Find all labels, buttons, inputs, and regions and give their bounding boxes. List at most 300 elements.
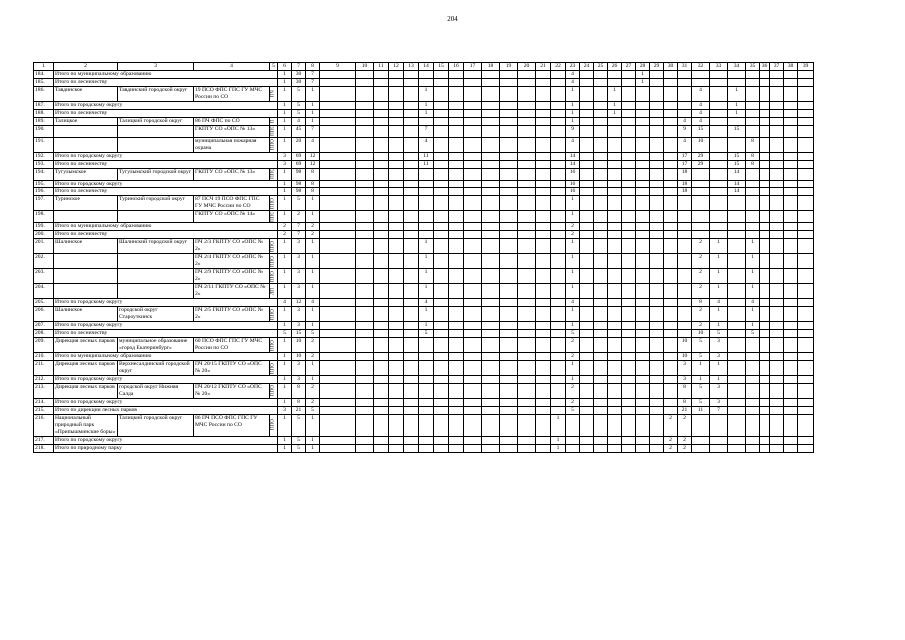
value-cell xyxy=(770,196,784,211)
value-cell xyxy=(482,254,500,269)
value-cell xyxy=(536,330,551,338)
value-cell xyxy=(650,239,664,254)
value-cell xyxy=(622,125,636,137)
value-cell xyxy=(389,269,404,284)
value-cell xyxy=(518,398,536,406)
value-cell: 1 xyxy=(746,284,760,299)
row-number: 204. xyxy=(34,284,54,299)
value-cell xyxy=(518,436,536,444)
value-cell xyxy=(374,375,389,383)
value-cell xyxy=(770,436,784,444)
value-cell xyxy=(566,444,580,452)
value-cell: 1 xyxy=(636,78,650,86)
value-cell: 11 xyxy=(419,152,434,160)
value-cell xyxy=(536,361,551,376)
value-cell xyxy=(482,398,500,406)
value-cell xyxy=(580,338,594,353)
value-cell xyxy=(449,414,464,436)
value-cell xyxy=(374,353,389,361)
total-row xyxy=(34,398,814,406)
value-cell xyxy=(320,444,356,452)
value-cell: 4 xyxy=(566,70,580,78)
value-cell: 2 xyxy=(278,223,292,231)
value-cell: 98 xyxy=(292,188,306,196)
value-cell xyxy=(760,231,770,239)
value-cell xyxy=(374,330,389,338)
value-cell xyxy=(636,152,650,160)
value-cell xyxy=(580,160,594,168)
value-cell xyxy=(320,117,356,125)
value-cell xyxy=(536,254,551,269)
value-cell xyxy=(760,353,770,361)
value-cell xyxy=(551,398,566,406)
value-cell xyxy=(608,383,622,398)
row-number: 197. xyxy=(34,196,54,211)
forestry-name: Дирекция лесных парков xyxy=(54,361,118,376)
value-cell xyxy=(664,269,678,284)
value-cell xyxy=(449,330,464,338)
value-cell: 12 xyxy=(292,299,306,307)
value-cell xyxy=(551,338,566,353)
value-cell xyxy=(500,78,518,86)
value-cell xyxy=(580,383,594,398)
value-cell xyxy=(482,299,500,307)
value-cell xyxy=(551,117,566,125)
row-number: 192. xyxy=(34,152,54,160)
table-row xyxy=(34,211,814,223)
unit-name: ГКПТУ СО «ОПС № 14» xyxy=(194,211,270,223)
value-cell xyxy=(551,152,566,160)
district-name: городской округ Староуткинск xyxy=(118,307,194,322)
value-cell: 1 xyxy=(710,239,728,254)
value-cell xyxy=(770,307,784,322)
value-cell: 14 xyxy=(566,160,580,168)
total-row xyxy=(34,160,814,168)
value-cell xyxy=(356,78,374,86)
value-cell: 1 xyxy=(306,414,320,436)
value-cell xyxy=(374,231,389,239)
value-cell xyxy=(770,269,784,284)
value-cell xyxy=(760,196,770,211)
value-cell xyxy=(389,414,404,436)
value-cell xyxy=(320,436,356,444)
value-cell: 2 xyxy=(566,223,580,231)
value-cell xyxy=(650,109,664,117)
value-cell xyxy=(746,78,760,86)
value-cell xyxy=(320,239,356,254)
value-cell xyxy=(580,254,594,269)
row-number: 205. xyxy=(34,299,54,307)
value-cell xyxy=(500,160,518,168)
value-cell xyxy=(404,152,419,160)
value-cell xyxy=(482,125,500,137)
value-cell xyxy=(746,223,760,231)
value-cell xyxy=(518,125,536,137)
value-cell xyxy=(320,353,356,361)
value-cell xyxy=(594,168,608,180)
value-cell xyxy=(798,188,814,196)
value-cell xyxy=(500,137,518,152)
value-cell xyxy=(664,223,678,231)
row-number: 200. xyxy=(34,231,54,239)
value-cell xyxy=(580,223,594,231)
value-cell xyxy=(770,70,784,78)
value-cell xyxy=(760,299,770,307)
value-cell xyxy=(594,254,608,269)
column-number: 7 xyxy=(292,63,306,71)
value-cell: 29 xyxy=(692,160,710,168)
value-cell xyxy=(320,78,356,86)
value-cell: 8 xyxy=(678,398,692,406)
value-cell xyxy=(449,70,464,78)
value-cell xyxy=(636,322,650,330)
value-cell xyxy=(770,78,784,86)
value-cell xyxy=(798,353,814,361)
column-number: 11 xyxy=(374,63,389,71)
value-cell xyxy=(482,117,500,125)
value-cell xyxy=(500,353,518,361)
value-cell xyxy=(608,70,622,78)
value-cell xyxy=(580,414,594,436)
value-cell: 1 xyxy=(306,322,320,330)
value-cell xyxy=(404,180,419,188)
value-cell xyxy=(728,444,746,452)
value-cell xyxy=(482,375,500,383)
value-cell xyxy=(434,330,449,338)
value-cell xyxy=(728,231,746,239)
value-cell xyxy=(356,254,374,269)
value-cell xyxy=(518,109,536,117)
value-cell xyxy=(482,353,500,361)
value-cell xyxy=(464,436,482,444)
value-cell xyxy=(798,231,814,239)
row-number: 216. xyxy=(34,414,54,436)
unit-type: ПЧ xyxy=(270,86,278,101)
forestry-name: Туринское xyxy=(54,196,118,211)
value-cell xyxy=(622,284,636,299)
value-cell xyxy=(464,375,482,383)
value-cell xyxy=(664,125,678,137)
value-cell xyxy=(320,375,356,383)
value-cell xyxy=(500,444,518,452)
value-cell xyxy=(419,406,434,414)
unit-name: 19 ПСО ФПС ГПС ГУ МЧС России по СО xyxy=(194,86,270,101)
district-name: муниципальное образование «город Екатеринбург» xyxy=(118,338,194,353)
value-cell xyxy=(650,78,664,86)
value-cell xyxy=(594,70,608,78)
unit-type: ППО xyxy=(270,307,278,322)
value-cell xyxy=(746,398,760,406)
value-cell: 1 xyxy=(278,196,292,211)
value-cell xyxy=(580,330,594,338)
value-cell xyxy=(389,152,404,160)
value-cell xyxy=(784,117,798,125)
value-cell xyxy=(650,414,664,436)
table-row xyxy=(34,383,814,398)
value-cell xyxy=(320,269,356,284)
value-cell xyxy=(580,137,594,152)
value-cell: 4 xyxy=(566,78,580,86)
value-cell xyxy=(518,211,536,223)
value-cell xyxy=(536,436,551,444)
value-cell xyxy=(518,231,536,239)
value-cell xyxy=(320,338,356,353)
value-cell: 15 xyxy=(292,330,306,338)
value-cell xyxy=(784,436,798,444)
value-cell: 1 xyxy=(710,322,728,330)
value-cell xyxy=(434,307,449,322)
total-label: Итого по городскому округу xyxy=(54,152,278,160)
total-row xyxy=(34,375,814,383)
table-row xyxy=(34,86,814,101)
value-cell xyxy=(518,307,536,322)
value-cell xyxy=(664,299,678,307)
value-cell: 1 xyxy=(278,70,292,78)
value-cell xyxy=(500,307,518,322)
value-cell xyxy=(650,125,664,137)
value-cell xyxy=(594,211,608,223)
value-cell xyxy=(449,383,464,398)
value-cell xyxy=(551,383,566,398)
value-cell: 2 xyxy=(306,338,320,353)
value-cell xyxy=(770,414,784,436)
unit-name: ПЧ 2/3 ГКПТУ СО «ОПС № 2» xyxy=(194,239,270,254)
value-cell xyxy=(449,160,464,168)
value-cell: 1 xyxy=(306,196,320,211)
value-cell xyxy=(580,188,594,196)
value-cell xyxy=(404,444,419,452)
value-cell: 12 xyxy=(306,160,320,168)
value-cell xyxy=(374,70,389,78)
value-cell xyxy=(622,307,636,322)
value-cell xyxy=(594,398,608,406)
value-cell xyxy=(551,269,566,284)
value-cell: 1 xyxy=(566,254,580,269)
value-cell xyxy=(536,196,551,211)
value-cell xyxy=(389,101,404,109)
value-cell xyxy=(710,125,728,137)
value-cell xyxy=(320,101,356,109)
value-cell xyxy=(500,269,518,284)
value-cell xyxy=(728,322,746,330)
table-row xyxy=(34,168,814,180)
value-cell xyxy=(728,70,746,78)
value-cell xyxy=(770,398,784,406)
value-cell xyxy=(356,117,374,125)
value-cell: 1 xyxy=(306,375,320,383)
value-cell: 1 xyxy=(636,70,650,78)
value-cell xyxy=(356,152,374,160)
value-cell xyxy=(608,180,622,188)
value-cell: 14 xyxy=(728,188,746,196)
value-cell xyxy=(356,406,374,414)
value-cell xyxy=(594,196,608,211)
value-cell xyxy=(622,152,636,160)
value-cell xyxy=(374,180,389,188)
value-cell xyxy=(434,322,449,330)
value-cell xyxy=(636,211,650,223)
column-number: 1 xyxy=(34,63,54,71)
total-label: Итого по лесничеству xyxy=(54,109,278,117)
value-cell xyxy=(622,180,636,188)
value-cell xyxy=(434,180,449,188)
value-cell xyxy=(464,117,482,125)
value-cell xyxy=(728,353,746,361)
table-row xyxy=(34,117,814,125)
value-cell xyxy=(482,330,500,338)
value-cell xyxy=(389,231,404,239)
value-cell xyxy=(798,101,814,109)
value-cell xyxy=(419,414,434,436)
total-label: Итого по лесничеству xyxy=(54,160,278,168)
district-name xyxy=(118,137,194,152)
district-name: Шалинский городской округ xyxy=(118,239,194,254)
value-cell xyxy=(434,168,449,180)
value-cell xyxy=(536,70,551,78)
value-cell xyxy=(636,168,650,180)
value-cell xyxy=(404,239,419,254)
value-cell xyxy=(678,299,692,307)
value-cell xyxy=(551,375,566,383)
value-cell xyxy=(464,414,482,436)
value-cell xyxy=(770,188,784,196)
value-cell xyxy=(551,160,566,168)
value-cell xyxy=(404,353,419,361)
value-cell xyxy=(650,307,664,322)
value-cell xyxy=(404,211,419,223)
value-cell xyxy=(622,78,636,86)
value-cell xyxy=(608,125,622,137)
column-number: 35 xyxy=(746,63,760,71)
value-cell xyxy=(580,398,594,406)
value-cell xyxy=(449,436,464,444)
table-row xyxy=(34,196,814,211)
column-number: 13 xyxy=(404,63,419,71)
value-cell xyxy=(434,117,449,125)
value-cell xyxy=(608,284,622,299)
value-cell xyxy=(622,231,636,239)
value-cell xyxy=(449,307,464,322)
value-cell xyxy=(464,160,482,168)
value-cell: 5 xyxy=(292,444,306,452)
value-cell xyxy=(784,70,798,78)
value-cell xyxy=(798,322,814,330)
value-cell xyxy=(760,239,770,254)
value-cell xyxy=(449,78,464,86)
value-cell xyxy=(389,398,404,406)
value-cell xyxy=(320,406,356,414)
value-cell xyxy=(622,117,636,125)
value-cell xyxy=(320,398,356,406)
column-number: 26 xyxy=(608,63,622,71)
value-cell xyxy=(784,338,798,353)
value-cell xyxy=(594,322,608,330)
table-row xyxy=(34,284,814,299)
value-cell xyxy=(770,299,784,307)
value-cell: 3 xyxy=(292,361,306,376)
value-cell xyxy=(434,361,449,376)
value-cell xyxy=(419,188,434,196)
value-cell: 1 xyxy=(728,86,746,101)
value-cell xyxy=(798,284,814,299)
value-cell xyxy=(770,361,784,376)
value-cell xyxy=(434,78,449,86)
value-cell xyxy=(551,196,566,211)
value-cell: 1 xyxy=(551,414,566,436)
value-cell xyxy=(770,180,784,188)
value-cell xyxy=(594,284,608,299)
value-cell xyxy=(728,137,746,152)
value-cell: 69 xyxy=(292,152,306,160)
value-cell: 3 xyxy=(710,398,728,406)
value-cell xyxy=(650,361,664,376)
column-number: 34 xyxy=(728,63,746,71)
value-cell xyxy=(404,338,419,353)
value-cell xyxy=(798,338,814,353)
total-label: Итого по городскому округу xyxy=(54,322,278,330)
value-cell xyxy=(419,180,434,188)
value-cell: 5 xyxy=(746,330,760,338)
value-cell xyxy=(320,211,356,223)
forestry-name: Дирекция лесных парков xyxy=(54,338,118,353)
value-cell xyxy=(594,231,608,239)
value-cell: 1 xyxy=(278,284,292,299)
value-cell xyxy=(710,86,728,101)
value-cell xyxy=(622,436,636,444)
value-cell xyxy=(536,338,551,353)
value-cell xyxy=(536,117,551,125)
value-cell xyxy=(389,86,404,101)
value-cell xyxy=(770,152,784,160)
value-cell xyxy=(536,86,551,101)
value-cell xyxy=(389,70,404,78)
value-cell xyxy=(464,322,482,330)
value-cell xyxy=(482,168,500,180)
value-cell xyxy=(728,117,746,125)
value-cell xyxy=(356,86,374,101)
value-cell xyxy=(389,78,404,86)
value-cell xyxy=(500,101,518,109)
value-cell xyxy=(746,338,760,353)
value-cell xyxy=(728,223,746,231)
value-cell xyxy=(536,375,551,383)
total-row xyxy=(34,231,814,239)
district-name xyxy=(118,284,194,299)
value-cell xyxy=(464,223,482,231)
value-cell xyxy=(500,152,518,160)
value-cell xyxy=(389,307,404,322)
value-cell xyxy=(580,231,594,239)
value-cell xyxy=(536,125,551,137)
value-cell xyxy=(636,444,650,452)
value-cell xyxy=(536,353,551,361)
value-cell xyxy=(536,231,551,239)
value-cell: 1 xyxy=(566,269,580,284)
value-cell xyxy=(798,125,814,137)
value-cell: 2 xyxy=(664,436,678,444)
value-cell xyxy=(536,211,551,223)
value-cell xyxy=(784,398,798,406)
value-cell xyxy=(798,406,814,414)
value-cell xyxy=(784,406,798,414)
value-cell xyxy=(536,414,551,436)
value-cell: 5 xyxy=(306,330,320,338)
value-cell xyxy=(692,196,710,211)
value-cell xyxy=(518,254,536,269)
value-cell: 8 xyxy=(746,160,760,168)
row-number: 210. xyxy=(34,353,54,361)
value-cell xyxy=(608,375,622,383)
